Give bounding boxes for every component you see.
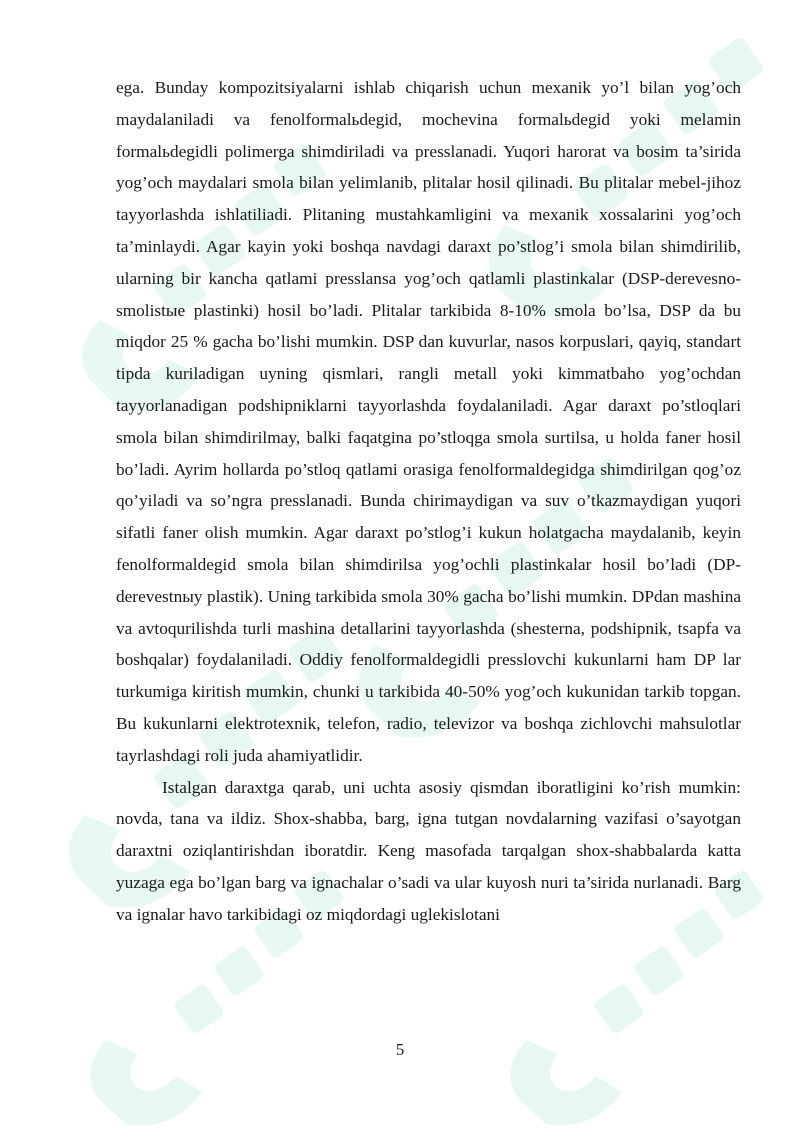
paragraph: Istalgan daraxtga qarab, uni uchta asosiy qismdan iboratligini ko’rish mumkin: novda, tana va ildiz. Shox-shabba, barg, igna tutgan novdalarning vazifasi o’sayotgan daraxtni oziqlantirishdan iboratdir. Keng masofada tarqalgan shox-shabbalarda katta yuzaga ega bo’lgan barg va ignachalar o’sadi va ular kuyosh nuri ta’sirida nurlanadi. Barg va ignalar havo tarkibidagi oz miqdordagi uglekislotani [116, 777, 741, 924]
paragraph: ega. Bunday kompozitsiyalarni ishlab chiqarish uchun mexanik yo’l bilan yog’och maydalaniladi va fenolformalьdegid, mochevina formalьdegid yoki melamin formalьdegidli polimerga shimdiriladi va presslanadi. Yuqori harorat va bosim ta’sirida yog’och maydalari smola bilan yelimlanib, plitalar hosil qilinadi. Bu plitalar mebel-jihoz tayyorlashda ishlatiliadi. Plitaning mustahkamligini va mexanik xossalarini yog’och ta’minlaydi. Agar kayin yoki boshqa navdagi daraxt po’stlog’i smola bilan shimdirilib, ularning bir kancha qatlami presslansa yog’och qatlamli plastinkalar (DSP-derevesno-smolistыe plastinki) hosil bo’ladi. Plitalar tarkibida 8-10% smola bo’lsa, DSP da bu miqdor 25 % gacha bo’lishi mumkin. DSP dan kuvurlar, nasos korpuslari, qayiq, standart tipda kuriladigan uyning qismlari, rangli metall yoki kimmatbaho yog’ochdan tayyorlanadigan podshipniklarni tayyorlashda foydalaniladi. Agar daraxt po’stloqlari smola bilan shimdirilmay, balki faqatgina po’stloqga smola surtilsa, u holda faner hosil bo’ladi. Ayrim hollarda po’stloq qatlami orasiga fenolformaldegidga shimdirilgan qog’oz qo’yiladi va so’ngra presslanadi. Bunda chirimaydigan va suv o’tkazmaydigan yuqori sifatli faner olish mumkin. Agar daraxt po’stlog’i kukun holatgacha maydalanib, keyin fenolformaldegid smola bilan shimdirilsa yog’ochli plastinkalar hosil bo’ladi (DP-derevestnыy plastik). Uning tarkibida smola 30% gacha bo’lishi mumkin. DPdan mashina va avtoqurilishda turli mashina detallarini tayyorlashda (shesterna, podshipnik, tsapfa va boshqalar) foydalaniladi. Oddiy fenolformaldegidli presslovchi kukunlarni ham DP lar turkumiga kiritish mumkin, chunki u tarkibida 40-50% yog’och kukunidan tarkib topgan. Bu kukunlarni elektrotexnik, telefon, radio, televizor va boshqa zichlovchi mahsulotlar tayrlashdagi roli juda ahamiyatlidir. [116, 78, 741, 765]
page-number: 5 [395, 1040, 405, 1059]
page-content [116, 72, 741, 931]
